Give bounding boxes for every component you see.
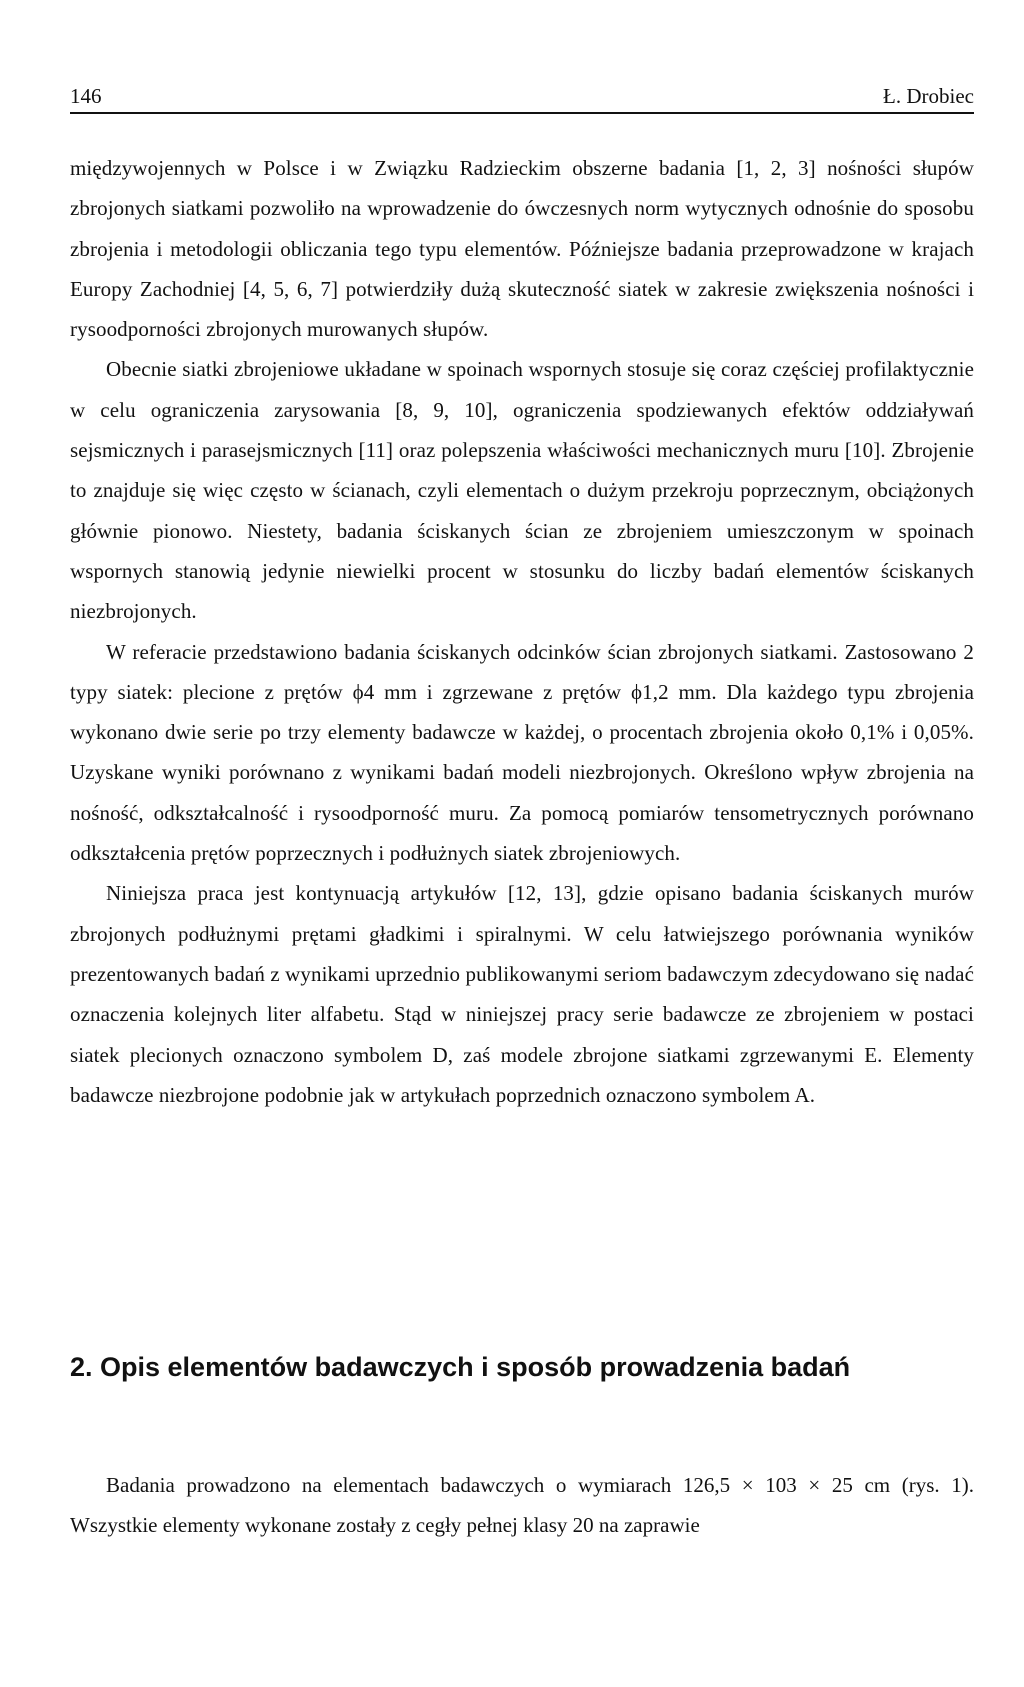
paragraph-series-naming: Niniejsza praca jest kontynuacją artykułów [12, 13], gdzie opisano badania ściskanych murów zbrojonych podłużnymi prętami gładkimi i spiralnymi. W celu łatwiejszego porównania wyników prezentowanych badań z wynikami uprzednio publikowanymi seriom badawczym zdecydowano się nadać oznaczenia kolejnych liter alfabetu. Stąd w niniejszej pracy serie badawcze ze zbrojeniem w postaci siatek plecionych oznaczono symbolem D, zaś modele zbrojone siatkami zgrzewanymi E. Elementy badawcze niezbrojone podobnie jak w artykułach poprzednich oznaczono symbolem A. — [70, 881, 974, 1107]
body-text — [70, 148, 974, 1115]
paragraph-continuation: międzywojennych w Polsce i w Związku Radzieckim obszerne badania [1, 2, 3] nośności słupów zbrojonych siatkami pozwoliło na wprowadzenie do ówczesnych norm wytycznych odnośnie do sposobu zbrojenia i metodologii obliczania tego typu elementów. Późniejsze badania przeprowadzone w krajach Europy Zachodniej [4, 5, 6, 7] potwierdziły dużą skuteczność siatek w zakresie zwiększenia nośności i rysoodporności zbrojonych murowanych słupów. — [70, 156, 974, 342]
section-body — [70, 1465, 974, 1546]
section-heading: 2. Opis elementów badawczych i sposób prowadzenia badań — [70, 1352, 851, 1382]
running-header — [70, 84, 974, 114]
paragraph-study-scope: W referacie przedstawiono badania ściskanych odcinków ścian zbrojonych siatkami. Zastosowano 2 typy siatek: plecione z prętów ϕ4 mm i zgrzewane z prętów ϕ1,2 mm. Dla każdego typu zbrojenia wykonano dwie serie po trzy elementy badawcze w każdej, o procentach zbrojenia około 0,1% i 0,05%. Uzyskane wyniki porównano z wynikami badań modeli niezbrojonych. Określono wpływ zbrojenia na nośność, odkształcalność i rysoodporność muru. Za pomocą pomiarów tensometrycznych porównano odkształcenia prętów poprzecznych i podłużnych siatek zbrojeniowych. — [70, 639, 974, 866]
section-paragraph: Badania prowadzono na elementach badawczych o wymiarach 126,5 × 103 × 25 cm (rys. 1). Wszystkie elementy wykonane zostały z cegły pełnej klasy 20 na zaprawie — [70, 1473, 974, 1538]
paragraph-reinforcement-usage: Obecnie siatki zbrojeniowe układane w spoinach wspornych stosuje się coraz częściej profilaktycznie w celu ograniczenia zarysowania [8, 9, 10], ograniczenia spodziewanych efektów oddziaływań sejsmicznych i parasejsmicznych [11] oraz polepszenia właściwości mechanicznych muru [10]. Zbrojenie to znajduje się więc często w ścianach, czyli elementach o dużym przekroju poprzecznym, obciążonych głównie pionowo. Niestety, badania ściskanych ścian ze zbrojeniem umieszczonym w spoinach wspornych stanowią jedynie niewielki procent w stosunku do liczby badań elementów ściskanych niezbrojonych. — [70, 357, 974, 624]
page-number: 146 — [70, 84, 102, 108]
running-header-author: Ł. Drobiec — [883, 84, 974, 108]
